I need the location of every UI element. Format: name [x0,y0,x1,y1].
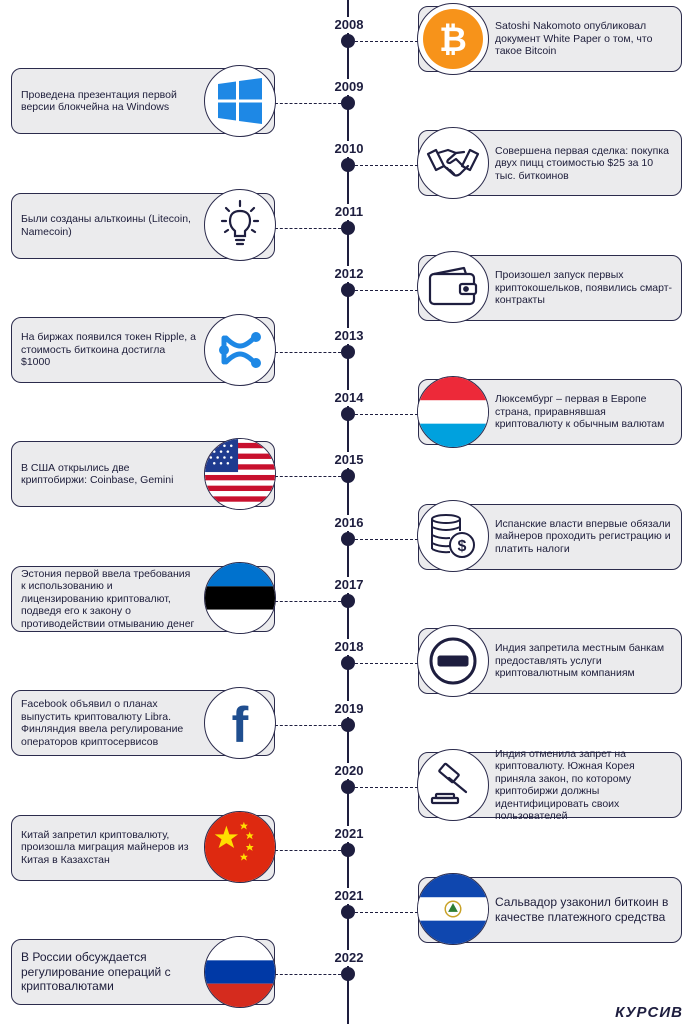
timeline-dot [341,221,355,235]
event-card-2008 [418,6,682,72]
ripple-icon [204,314,276,386]
svg-text:$: $ [457,538,467,556]
gavel-icon [417,749,489,821]
event-text: Satoshi Nakomoto опубликовал документ White Paper о том, что такое Bitcoin [495,20,653,58]
event-text: Совершена первая сделка: покупка двух пицц стоимостью $25 за 10 тыс. биткоинов [495,144,669,182]
el-salvador-flag-icon [417,873,489,945]
event-text: Китай запретил криптовалюту, произошла миграция майнеров из Китая в Казахстан [21,828,189,866]
lightbulb-icon [204,189,276,261]
year-label: 2021 [318,888,380,904]
timeline-dot [341,283,355,297]
year-label: 2015 [318,452,380,468]
ban-icon [417,625,489,697]
connector-line [355,663,418,664]
windows-icon [204,65,276,137]
svg-text:f: f [231,697,249,748]
event-text: В США открылись две криптобиржи: Coinbase, Gemini [21,461,174,487]
timeline-dot [341,407,355,421]
timeline-dot [341,345,355,359]
year-label: 2022 [318,950,380,966]
event-text: Произошел запуск первых криптокошельков, появились смарт-контракты [495,269,673,307]
svg-text:₿: ₿ [439,20,467,59]
connector-line [355,912,418,913]
event-card-2010 [418,130,682,196]
connector-line [275,974,341,975]
connector-line [355,41,418,42]
connector-line [355,539,418,540]
year-label: 2012 [318,266,380,282]
timeline-dot [341,34,355,48]
usa-flag-icon [204,438,276,510]
timeline-dot [341,780,355,794]
event-text: Индия отменила запрет на криптовалюту. Южная Корея приняла закон, по которому криптобиржи должны идентифицировать своих пользователей [495,747,635,823]
timeline-dot [341,843,355,857]
timeline-dot [341,967,355,981]
timeline-dot [341,469,355,483]
year-label: 2008 [318,17,380,33]
event-card-2015 [11,441,275,507]
connector-line [275,850,341,851]
event-text: Сальвадор узаконил биткоин в качестве платежного средства [495,895,669,924]
event-text: Проведена презентация первой версии блокчейна на Windows [21,88,177,114]
wallet-icon [417,251,489,323]
year-label: 2018 [318,639,380,655]
event-card-2018 [418,628,682,694]
connector-line [275,228,341,229]
estonia-flag-icon [204,562,276,634]
year-label: 2009 [318,79,380,95]
event-text: Эстония первой ввела требования к использованию и лицензированию криптовалют, подведя его к закону о противодействии отмыванию денег [21,567,195,630]
connector-line [355,165,418,166]
year-label: 2017 [318,577,380,593]
facebook-icon [204,687,276,759]
year-label: 2010 [318,141,380,157]
year-label: 2020 [318,763,380,779]
event-card-2009 [11,68,275,134]
event-card-2021 [418,877,682,943]
year-label: 2016 [318,515,380,531]
event-card-2016 [418,504,682,570]
event-card-2021 [11,815,275,881]
brand-logo: КУРСИВ [615,1004,683,1021]
event-text: Испанские власти впервые обязали майнеров проходить регистрацию и платить налоги [495,517,671,555]
event-text: В России обсуждается регулирование операций с криптовалютами [21,950,171,994]
connector-line [275,601,341,602]
year-label: 2019 [318,701,380,717]
event-text: Индия запретила местным банкам предоставлять услуги криптовалютным компаниям [495,642,665,680]
timeline-dot [341,905,355,919]
timeline-dot [341,532,355,546]
coins-stack-icon [417,500,489,572]
connector-line [275,352,341,353]
handshake-icon [417,127,489,199]
connector-line [275,103,341,104]
event-text: Люксембург – первая в Европе страна, приравнявшая криптовалюту к обычным валютам [495,393,665,431]
connector-line [275,725,341,726]
connector-line [355,290,418,291]
luxembourg-flag-icon [417,376,489,448]
event-text: Facebook объявил о планах выпустить криптовалюту Libra. Финляндия ввела регулирование операторов криптосервисов [21,698,184,748]
event-card-2019 [11,690,275,756]
year-label: 2013 [318,328,380,344]
year-label: 2014 [318,390,380,406]
event-text: Были созданы альткоины (Litecoin, Namecoin) [21,213,191,238]
connector-line [275,476,341,477]
bitcoin-icon [417,3,489,75]
china-flag-icon [204,811,276,883]
timeline-dot [341,594,355,608]
timeline-dot [341,718,355,732]
year-label: 2011 [318,204,380,220]
event-card-2012 [418,255,682,321]
connector-line [355,414,418,415]
connector-line [355,787,418,788]
event-card-2022 [11,939,275,1005]
timeline-dot [341,96,355,110]
timeline-dot [341,656,355,670]
event-card-2013 [11,317,275,383]
event-card-2020 [418,747,682,823]
event-card-2017 [11,566,275,632]
timeline-dot [341,158,355,172]
event-text: На биржах появился токен Ripple, а стоимость биткоина достигла $1000 [21,331,196,369]
event-card-2011 [11,193,275,259]
year-label: 2021 [318,826,380,842]
event-card-2014 [418,379,682,445]
russia-flag-icon [204,936,276,1008]
